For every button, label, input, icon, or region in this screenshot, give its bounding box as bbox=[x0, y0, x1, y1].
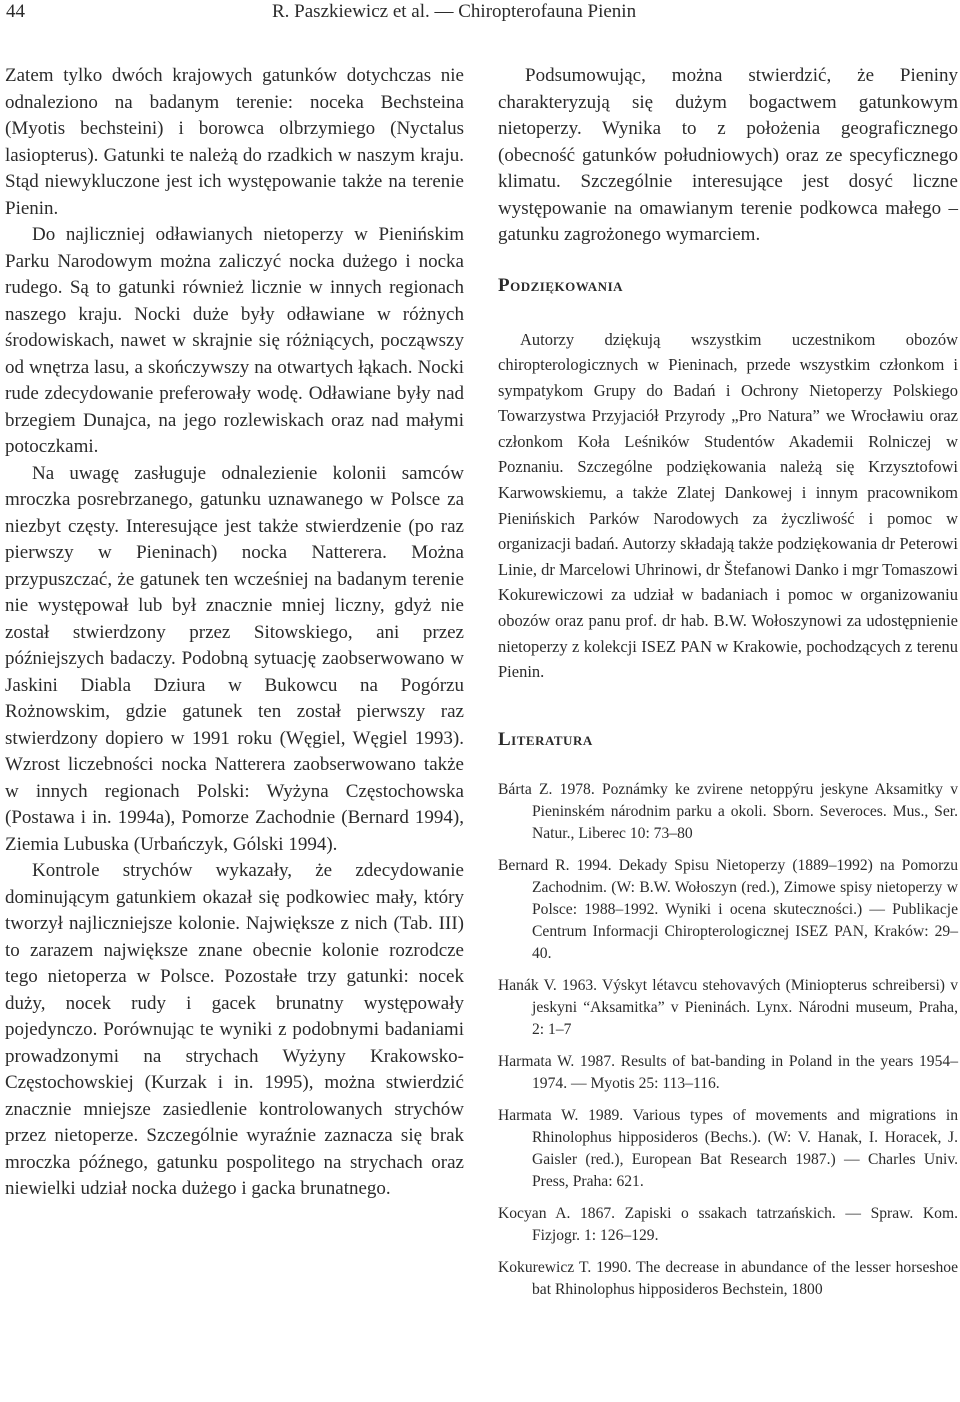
page-header bbox=[0, 0, 960, 26]
reference-item: Hanák V. 1963. Výskyt létavcu stehovavých (Miniopterus schreibersi) v jeskyni “Aksamitka” v Pieninách. Lynx. Národni museum, Praha, 2: 1–7 bbox=[498, 976, 958, 1038]
page-number: 44 bbox=[6, 1, 25, 22]
right-column bbox=[498, 63, 958, 1301]
reference-item: Kokurewicz T. 1990. The decrease in abundance of the lesser horseshoe bat Rhinolophus hipposideros Bechstein, 1800 bbox=[498, 1258, 958, 1298]
reference-item: Kocyan A. 1867. Zapiski o ssakach tatrzańskich. — Spraw. Kom. Fizjogr. 1: 126–129. bbox=[498, 1204, 958, 1244]
reference-item: Harmata W. 1989. Various types of movements and migrations in Rhinolophus hipposideros (Bechs.). (W: V. Hanak, I. Horacek, J. Gaisler (red.), European Bat Research 1987.) — Charles Univ. Press, Praha: 621. bbox=[498, 1106, 958, 1190]
acknowledgements-heading: Podziękowania bbox=[498, 274, 624, 296]
running-title: R. Paszkiewicz et al. — Chiropterofauna Pienin bbox=[272, 1, 637, 22]
summary-paragraph: Podsumowując, można stwierdzić, że Pieniny charakteryzują się dużym bogactwem gatunkowym nietoperzy. Wynika to z położenia geograficznego (obecność gatunków południowych) oraz ze specyficznego klimatu. Szczególnie interesujące jest dosyć liczne występowanie na omawianym terenie podkowca małego – gatunku zagrożonego wymarciem. bbox=[498, 65, 958, 245]
acknowledgements-text: Autorzy dziękują wszystkim uczestnikom obozów chiropterologicznych w Pieninach, przede wszystkim członkom i sympatykom Grupy do Badań i Ochrony Nietoperzy Polskiego Towarzystwa Przyjaciół Przyrody „Pro Natura” we Wrocławiu oraz członkom Koła Leśników Studentów Akademii Rolniczej w Poznaniu. Szczególne podziękowania należą się Krzysztofowi Karwowskiemu, a także Zlatej Dankowej i innym pracownikom Pienińskich Parków Narodowych za życzliwość i pomoc w organizacji badań. Autorzy składają także podziękowania dr Peterowi Linie, dr Marcelowi Uhrinowi, dr Štefanowi Danko i mgr Tomaszowi Kokurewiczowi za udział w badaniach i pomoc w organizowaniu obozów oraz panu prof. dr hab. B.W. Wołoszynowi za udostępnienie nietoperzy z kolekcji ISEZ PAN w Krakowie, pochodzących z terenu Pienin. bbox=[498, 329, 958, 682]
left-column bbox=[5, 63, 464, 1203]
reference-item: Bernard R. 1994. Dekady Spisu Nietoperzy (1889–1992) na Pomorzu Zachodnim. (W: B.W. Wołoszyn (red.), Zimowe spisy nietoperzy w Polsce: 1988–1992. Wyniki i ocena skuteczności.) — Publikacje Centrum Informacji Chiropterologicznej ISEZ PAN, Kraków: 29–40. bbox=[498, 856, 958, 962]
reference-item: Harmata W. 1987. Results of bat-banding in Poland in the years 1954–1974. — Myotis 25: 113–116. bbox=[498, 1052, 958, 1092]
paragraph-2: Do najliczniej odławianych nietoperzy w Pienińskim Parku Narodowym można zaliczyć nocka dużego i nocka rudego. Są to gatunki również licznie w innych regionach naszego kraju. Nocki duże były odławiane w różnych środowiskach, nawet w skrajnie się różniących, począwszy od wnętrza lasu, a skończywszy na otwartych łąkach. Nocki rude zdecydowanie preferowały wodę. Odławiane były nad brzegiem Dunajca, na jego rozlewiskach oraz nad małymi potoczkami. bbox=[5, 224, 464, 457]
reference-list bbox=[498, 779, 958, 1301]
literature-heading: Literatura bbox=[498, 728, 593, 750]
paragraph-4: Kontrole strychów wykazały, że zdecydowanie dominującym gatunkiem okazał się podkowiec mały, który tworzył najliczniejsze kolonie. Największe z nich (Tab. III) to zarazem największe znane obecnie kolonie rozrodcze tego nietoperza w Polsce. Pozostałe trzy gatunki: nocek duży, nocek rudy i gacek brunatny występowały pojedynczo. Porównując te wyniki z podobnymi badaniami prowadzonymi na strychach Wyżyny Krakowsko-Częstochowskiej (Kurzak i in. 1995), można stwierdzić znacznie mniejsze zasiedlenie kontrolowanych strychów przez nietoperze. Szczególnie wyraźnie zaznacza się brak mroczka późnego, gatunku pospolitego na strychach oraz niewielki udział nocka dużego i gacka brunatnego. bbox=[5, 860, 464, 1199]
paragraph-1: Zatem tylko dwóch krajowych gatunków dotychczas nie odnaleziono na badanym terenie: noceka Bechsteina (Myotis bechsteini) i borowca olbrzymiego (Nyctalus lasiopterus). Gatunki te należą do rzadkich w naszym kraju. Stąd niewykluczone jest ich występowanie także na terenie Pienin. bbox=[5, 65, 464, 219]
paragraph-3: Na uwagę zasługuje odnalezienie kolonii samców mroczka posrebrzanego, gatunku uznawanego w Polsce za niezbyt częsty. Interesujące jest także stwierdzenie (po raz pierwszy w Pieninach) nocka Natterera. Można przypuszczać, że gatunek ten wcześniej na badanym terenie nie występował lub był znacznie mniej liczny, gdyż nie został stwierdzony przez Sitowskiego, ani przez późniejszych badaczy. Podobną sytuację zaobserwowano w Jaskini Diabla Dziura w Bukowcu na Pogórzu Rożnowskim, gdzie gatunek ten został pierwszy raz stwierdzony dopiero w 1991 roku (Węgiel, Węgiel 1993). Wzrost liczebności nocka Natterera zaobserwowano także w innych regionach Polski: Wyżyna Częstochowska (Postawa i in. 1994a), Pomorze Zachodnie (Bernard 1994), Ziemia Lubuska (Urbańczyk, Gólski 1994). bbox=[5, 462, 464, 855]
reference-item: Bárta Z. 1978. Poznámky ke zvirene netoppýru jeskyne Aksamitky v Pieninském národnim parku a okoli. Sborn. Severoces. Mus., Ser. Natur., Liberec 10: 73–80 bbox=[498, 780, 958, 842]
